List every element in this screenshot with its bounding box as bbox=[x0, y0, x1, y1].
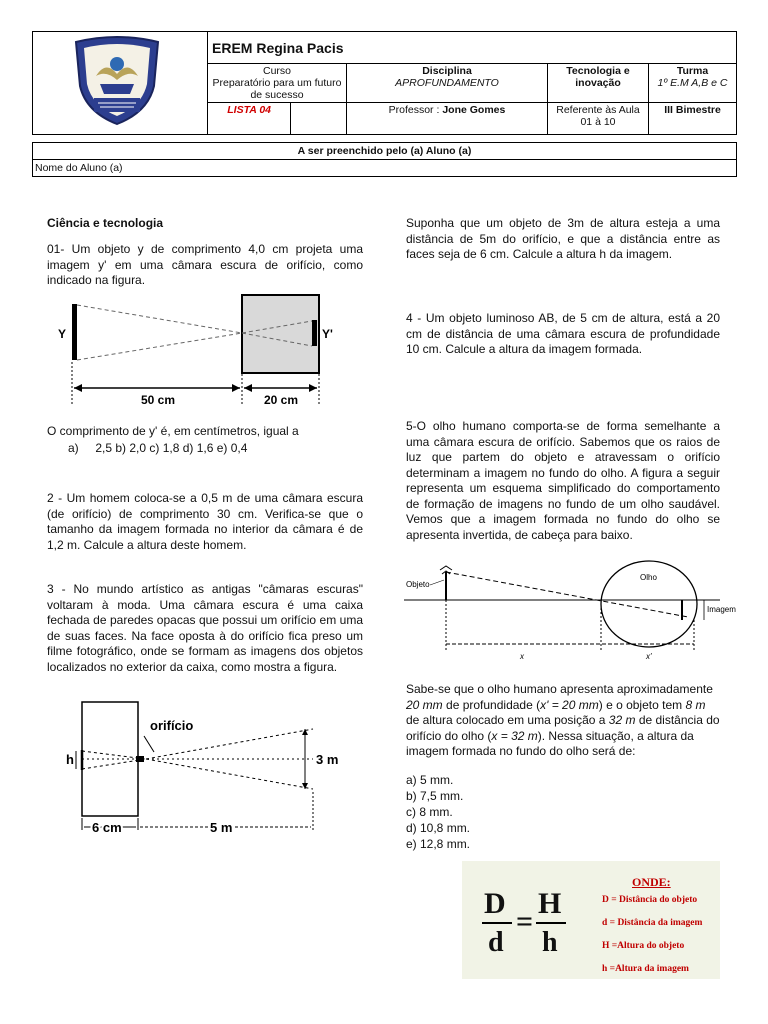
label-y: Y bbox=[58, 327, 67, 341]
option-e: e) 12,8 mm. bbox=[406, 837, 471, 851]
label-3m: 3 m bbox=[316, 752, 339, 767]
formula-legend-3: H =Altura do objeto bbox=[602, 941, 685, 951]
label-20cm: 20 cm bbox=[264, 393, 299, 407]
section-title: Ciência e tecnologia bbox=[47, 216, 164, 230]
professor-label: Professor : bbox=[388, 104, 440, 116]
figure-3 bbox=[58, 696, 358, 841]
label-50cm: 50 cm bbox=[141, 393, 176, 407]
label-6cm: 6 cm bbox=[92, 820, 122, 835]
tecnologia-label: Tecnologia e inovação bbox=[566, 65, 630, 89]
label-x: x bbox=[520, 652, 524, 661]
aluno-table bbox=[32, 142, 737, 177]
dark-box bbox=[82, 702, 138, 816]
label-xp: x' bbox=[646, 652, 652, 661]
disciplina-value: APROFUNDAMENTO bbox=[395, 77, 499, 89]
label-5m: 5 m bbox=[210, 820, 233, 835]
question-1: 01- Um objeto y de comprimento 4,0 cm projeta uma imagem y' em uma câmara escura de orifício, como indicado na figura. bbox=[47, 242, 363, 287]
formula-box bbox=[462, 861, 720, 979]
label-h: h bbox=[66, 752, 74, 767]
option-a: a) 5 mm. bbox=[406, 773, 454, 787]
label-objeto: Objeto bbox=[406, 580, 430, 589]
option-d: d) 10,8 mm. bbox=[406, 821, 471, 835]
formula-onde: ONDE: bbox=[632, 875, 671, 889]
figure-5-eye bbox=[404, 560, 736, 675]
object-y-bar bbox=[72, 304, 77, 360]
referente-value: 01 à 10 bbox=[580, 116, 616, 128]
bimestre: III Bimestre bbox=[649, 103, 737, 135]
formula-H: H bbox=[538, 887, 562, 920]
header-table bbox=[32, 31, 737, 135]
turma-label: Turma bbox=[676, 65, 709, 77]
question-3: 3 - No mundo artístico as antigas "câmaras escuras" voltaram à moda. Uma câmara escura é uma caixa fechada de paredes opacas que possui um orifício em uma de suas faces. Na face oposta à do orifício fica preso um filme fotográfico, onde se formam as imagens dos objetos localizados no exterior da caixa, como mostra a figura. bbox=[47, 582, 363, 674]
label-olho: Olho bbox=[640, 573, 657, 582]
lista-label: LISTA 04 bbox=[208, 103, 291, 134]
formula-eq: = bbox=[516, 905, 534, 938]
curso-value: Preparatório para um futuro de sucesso bbox=[212, 77, 342, 101]
referente-label: Referente às Aula bbox=[556, 104, 640, 116]
figure-1 bbox=[50, 290, 350, 415]
nome-aluno-field[interactable]: Nome do Aluno (a) bbox=[33, 160, 737, 177]
formula-legend-4: h =Altura da imagem bbox=[602, 964, 689, 974]
turma-value: 1º E.M A,B e C bbox=[657, 77, 728, 89]
professor-value: Jone Gomes bbox=[442, 104, 506, 116]
camera-box bbox=[242, 295, 319, 373]
question-1-options: a) 2,5 b) 2,0 c) 1,8 d) 1,6 e) 0,4 bbox=[68, 441, 248, 455]
formula-legend-2: d = Distância da imagem bbox=[602, 918, 703, 928]
label-imagem: Imagem bbox=[707, 605, 736, 614]
image-y-bar bbox=[312, 320, 317, 346]
aluno-title: A ser preenchido pelo (a) Aluno (a) bbox=[33, 143, 737, 160]
school-name: EREM Regina Pacis bbox=[208, 32, 737, 64]
formula-h: h bbox=[542, 927, 558, 958]
question-4: 4 - Um objeto luminoso AB, de 5 cm de altura, está a 20 cm de distância de uma câmara escura de profundidade 10 cm. Calcule a altura da imagem formada. bbox=[406, 311, 720, 356]
formula-D: D bbox=[484, 887, 506, 920]
question-5: 5-O olho humano comporta-se de forma semelhante a uma câmara escura de orifício. Sabemos que os raios de luz que partem do objeto e atravessam o orifício determinam a imagem no fundo do olho. A figura a seguir representa um esquema simplificado do comportamento de formação de imagens no fundo de um olho saudável. Vemos que a imagem formada no fundo do olho se apresenta invertida, de cabeça para baixo. bbox=[406, 419, 720, 542]
question-2: 2 - Um homem coloca-se a 0,5 m de uma câmara escura (de orifício) de comprimento 30 cm. Verifica-se que o tamanho da imagem formada no interior da câmara é de 1,2 m. Calcule a altura deste homem. bbox=[47, 491, 363, 552]
formula-d: d bbox=[488, 927, 504, 958]
disciplina-label: Disciplina bbox=[422, 65, 472, 77]
curso-label: Curso bbox=[262, 65, 291, 77]
formula-legend-1: D = Distância do objeto bbox=[602, 895, 698, 905]
label-yp: Y' bbox=[322, 327, 333, 341]
label-orificio: orifício bbox=[150, 718, 194, 733]
question-5-data: Sabe-se que o olho humano apresenta aproximadamente 20 mm de profundidade (x' = 20 mm) e o objeto tem 8 m de altura colocado em uma posição a 32 m de distância do orifício do olho (x = 32 m). Nessa situação, a altura da imagem formada no fundo do olho será de: bbox=[406, 682, 720, 758]
option-c: c) 8 mm. bbox=[406, 805, 453, 819]
question-1-ask: O comprimento de y' é, em centímetros, igual a bbox=[47, 424, 299, 438]
question-3-continued: Suponha que um objeto de 3m de altura esteja a uma distância de 5m do orifício, e que a distância entre as faces seja de 6 cm. Calcule a altura h da imagem. bbox=[406, 216, 720, 261]
option-b: b) 7,5 mm. bbox=[406, 789, 464, 803]
